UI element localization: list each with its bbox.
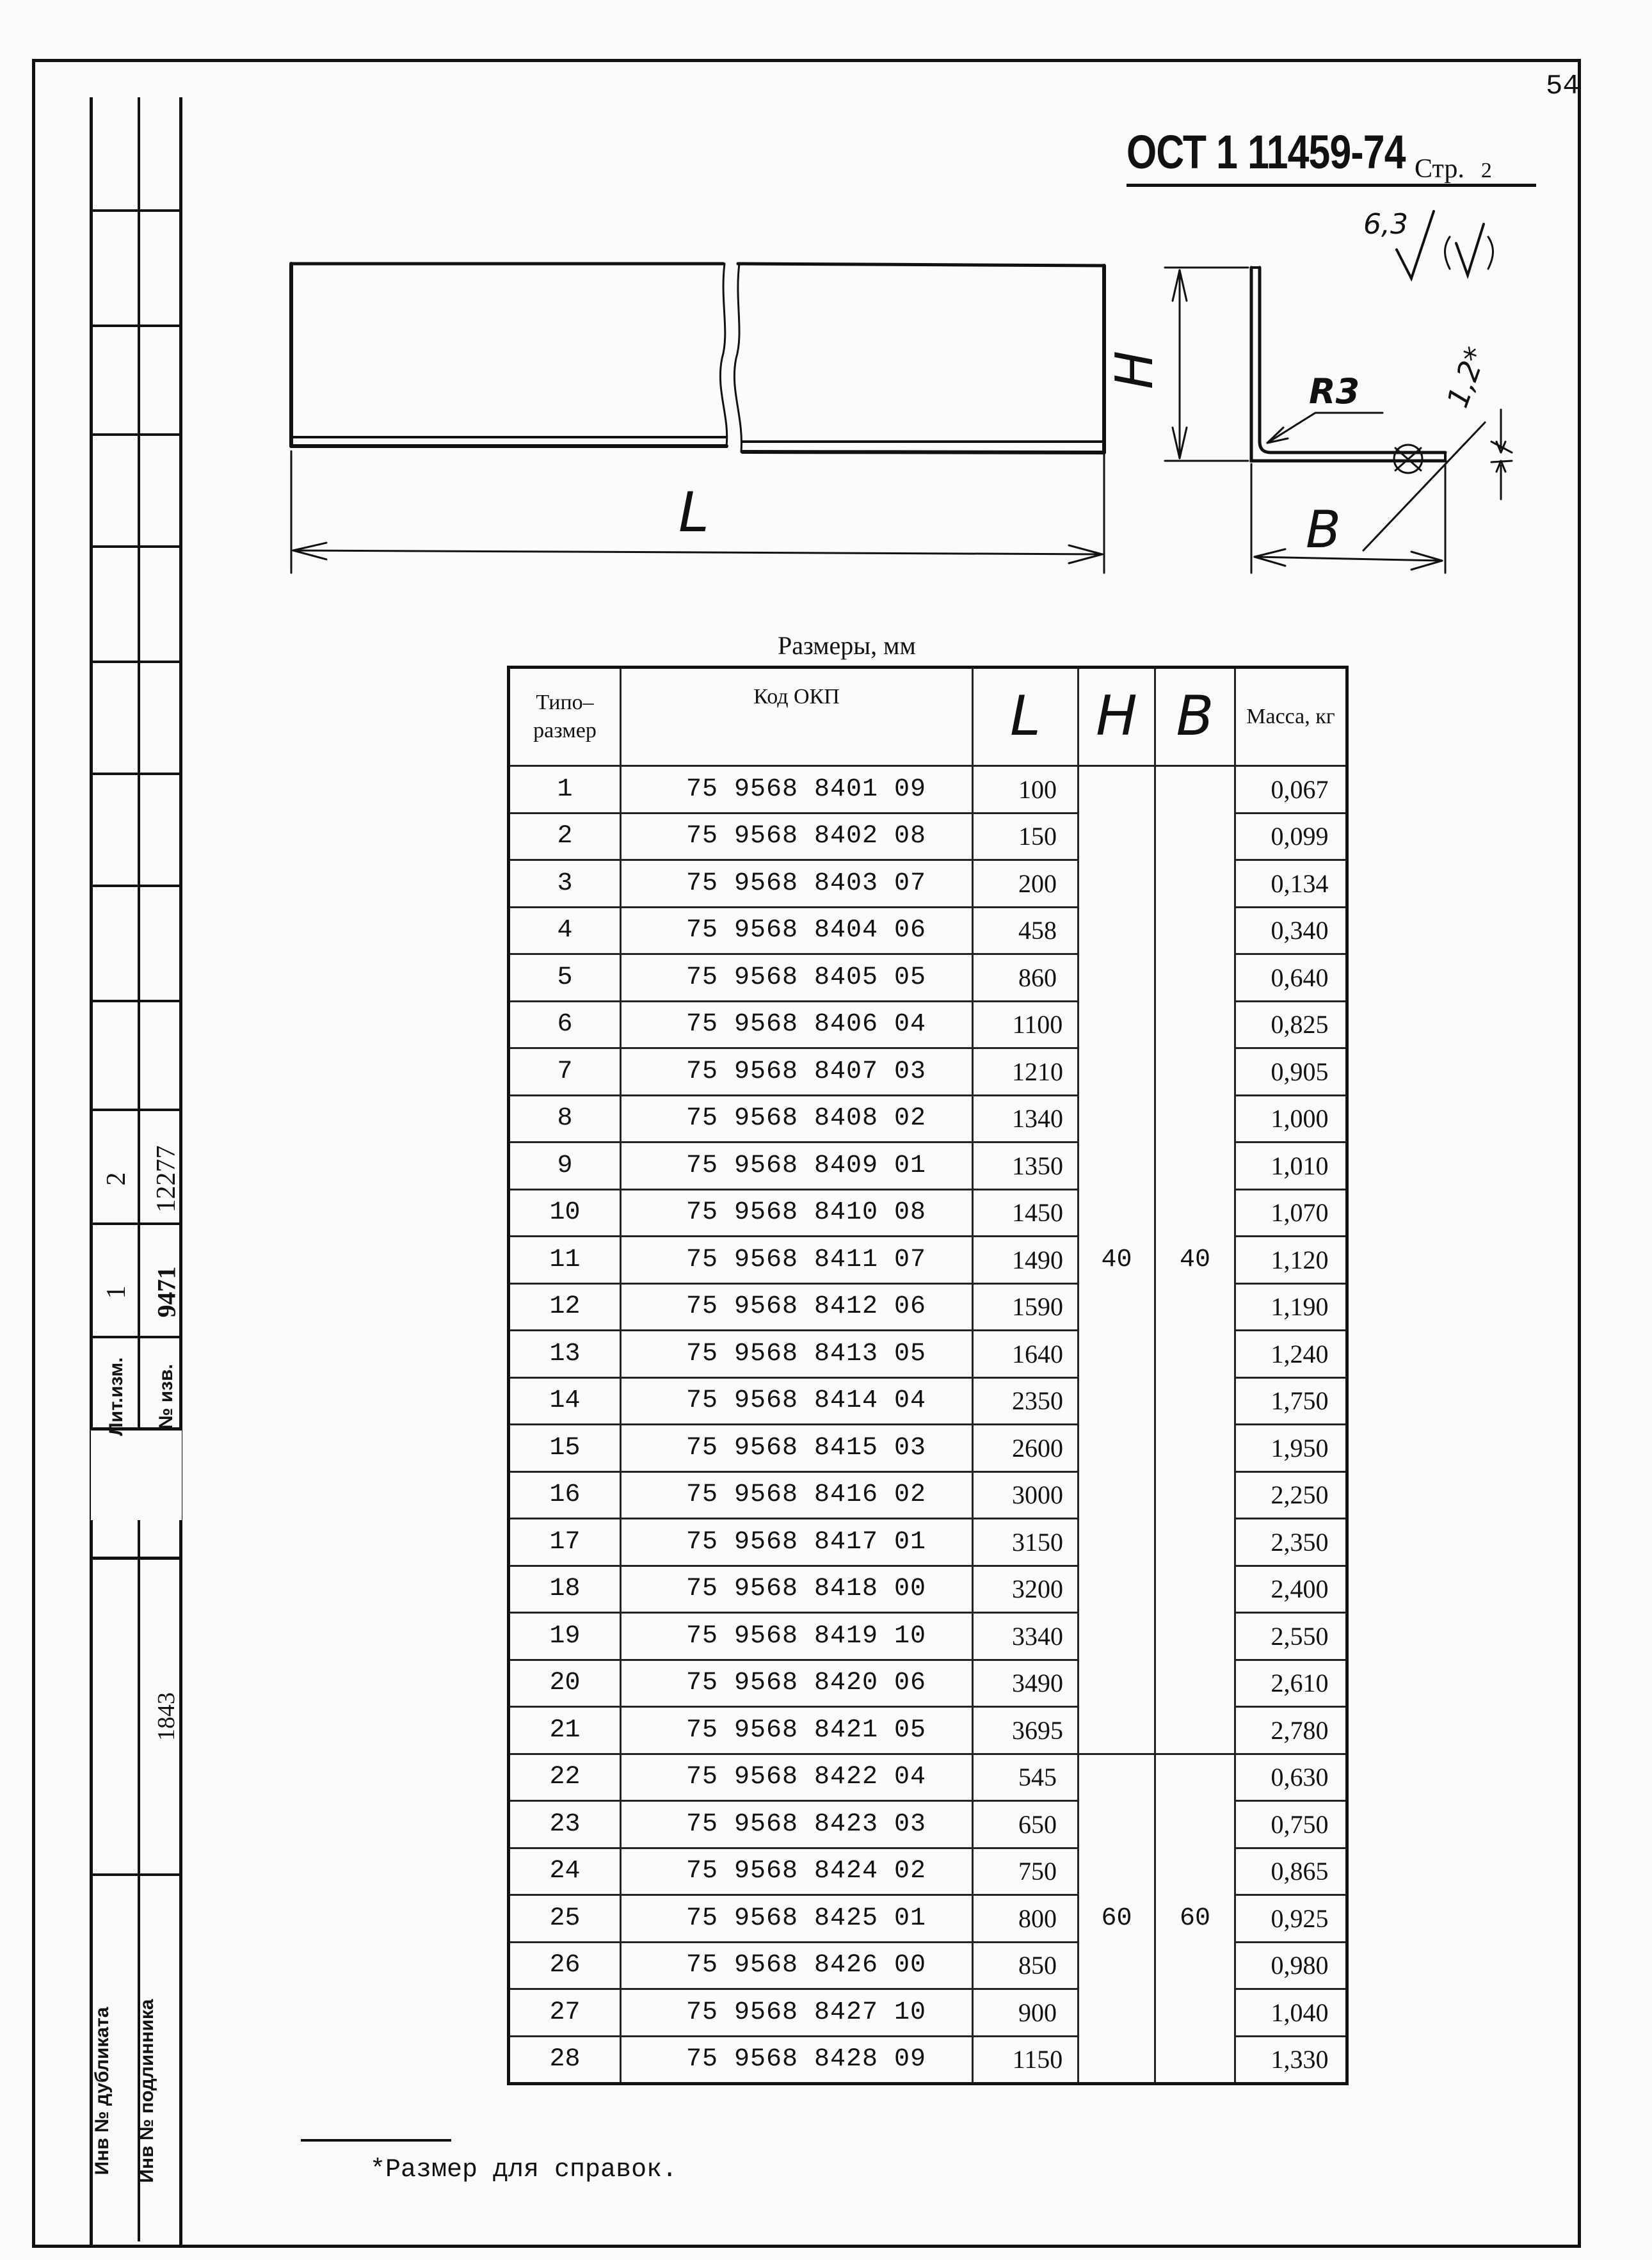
typesize-cell: 27 [509,1989,621,2037]
okp-code-cell: 75 9568 8424 02 [621,1848,973,1895]
length-cell: 1210 [973,1048,1079,1096]
mass-cell: 2,550 [1235,1613,1347,1660]
width-cell: 60 [1155,1754,1235,2084]
okp-code-cell: 75 9568 8411 07 [621,1237,973,1284]
okp-code-cell: 75 9568 8419 10 [621,1613,973,1660]
okp-code-cell: 75 9568 8415 03 [621,1425,973,1472]
okp-code-cell: 75 9568 8427 10 [621,1989,973,2037]
length-cell: 900 [973,1989,1079,2037]
typesize-cell: 21 [509,1707,621,1754]
typesize-cell: 7 [509,1048,621,1096]
mass-cell: 0,905 [1235,1048,1347,1096]
typesize-cell: 18 [509,1566,621,1613]
mass-cell: 2,780 [1235,1707,1347,1754]
mass-cell: 0,825 [1235,1001,1347,1048]
mass-cell: 2,250 [1235,1471,1347,1519]
original-inventory-label: Инв № подлинника [136,1999,157,2183]
length-cell: 150 [973,813,1079,860]
mass-cell: 1,040 [1235,1989,1347,2037]
length-cell: 850 [973,1942,1079,1989]
typesize-cell: 3 [509,860,621,908]
mass-cell: 0,640 [1235,954,1347,1002]
length-cell: 3150 [973,1519,1079,1566]
typesize-cell: 28 [509,2036,621,2084]
typesize-cell: 20 [509,1660,621,1707]
okp-code-cell: 75 9568 8404 06 [621,907,973,954]
okp-code-cell: 75 9568 8413 05 [621,1331,973,1378]
document-code: ОСТ 1 11459-74 [1127,125,1406,179]
length-cell: 1590 [973,1283,1079,1331]
okp-code-cell: 75 9568 8423 03 [621,1801,973,1848]
strip-rule [93,1000,182,1002]
table-row [509,1754,1347,1801]
length-cell: 100 [973,766,1079,813]
length-cell: 3200 [973,1566,1079,1613]
strip-rule [93,1109,182,1111]
typesize-cell: 10 [509,1189,621,1237]
length-cell: 1450 [973,1189,1079,1237]
strip-rule [93,1873,182,1876]
mass-cell: 0,630 [1235,1754,1347,1801]
typesize-cell: 23 [509,1801,621,1848]
table-caption: Размеры, мм [778,631,916,660]
height-cell: 60 [1079,1754,1155,2084]
typesize-cell: 6 [509,1001,621,1048]
dim-L-label: L [678,481,709,545]
header-L: L [973,668,1079,766]
rev2-number: 2 [102,1172,131,1186]
strip-rule [93,773,182,775]
length-cell: 1490 [973,1237,1079,1284]
length-cell: 545 [973,1754,1079,1801]
page-number: 54 [1546,70,1580,102]
mass-cell: 1,120 [1235,1237,1347,1284]
duplicate-inventory-label: Инв № дубликата [92,2007,113,2176]
dim-B-label: B [1306,500,1341,559]
typesize-cell: 14 [509,1377,621,1425]
length-cell: 458 [973,907,1079,954]
typesize-cell: 9 [509,1142,621,1190]
typesize-cell: 4 [509,907,621,954]
rev1-notice: 9471 [152,1266,181,1318]
mass-cell: 0,865 [1235,1848,1347,1895]
okp-code-cell: 75 9568 8421 05 [621,1707,973,1754]
okp-code-cell: 75 9568 8416 02 [621,1471,973,1519]
revision-label: Лит.изм. [106,1357,127,1436]
footnote-rule [301,2139,451,2142]
okp-code-cell: 75 9568 8405 05 [621,954,973,1002]
okp-code-cell: 75 9568 8417 01 [621,1519,973,1566]
typesize-cell: 13 [509,1331,621,1378]
mass-cell: 2,350 [1235,1519,1347,1566]
mass-cell: 0,067 [1235,766,1347,813]
angle-profile-drawing [0,0,1652,640]
mass-cell: 2,400 [1235,1566,1347,1613]
okp-code-cell: 75 9568 8428 09 [621,2036,973,2084]
okp-code-cell: 75 9568 8409 01 [621,1142,973,1190]
length-cell: 3340 [973,1613,1079,1660]
mass-cell: 1,000 [1235,1095,1347,1142]
mass-cell: 2,610 [1235,1660,1347,1707]
mass-cell: 1,010 [1235,1142,1347,1190]
typesize-cell: 26 [509,1942,621,1989]
typesize-cell: 12 [509,1283,621,1331]
table-header-row [509,668,1347,766]
thickness-label: 1,2* [1439,342,1494,412]
length-cell: 750 [973,1848,1079,1895]
mass-cell: 1,330 [1235,2036,1347,2084]
footnote: *Размер для справок. [370,2156,678,2184]
mass-cell: 0,134 [1235,860,1347,908]
okp-code-cell: 75 9568 8426 00 [621,1942,973,1989]
header-H: H [1079,668,1155,766]
typesize-cell: 17 [509,1519,621,1566]
width-cell: 40 [1155,766,1235,1754]
length-cell: 3695 [973,1707,1079,1754]
typesize-cell: 11 [509,1237,621,1284]
sheet-number: 2 [1480,159,1492,182]
length-cell: 1100 [973,1001,1079,1048]
mass-cell: 1,950 [1235,1425,1347,1472]
dimensions-table [507,666,1349,2085]
okp-code-cell: 75 9568 8408 02 [621,1095,973,1142]
okp-code-cell: 75 9568 8410 08 [621,1189,973,1237]
typesize-cell: 24 [509,1848,621,1895]
okp-code-cell: 75 9568 8425 01 [621,1895,973,1943]
mass-cell: 1,240 [1235,1331,1347,1378]
okp-code-cell: 75 9568 8414 04 [621,1377,973,1425]
mass-cell: 1,070 [1235,1189,1347,1237]
typesize-cell: 5 [509,954,621,1002]
rev1-number: 1 [102,1285,131,1299]
typesize-cell: 19 [509,1613,621,1660]
okp-code-cell: 75 9568 8402 08 [621,813,973,860]
length-cell: 3000 [973,1471,1079,1519]
length-cell: 800 [973,1895,1079,1943]
okp-code-cell: 75 9568 8420 06 [621,1660,973,1707]
radius-label: R3 [1309,371,1360,412]
mass-cell: 0,099 [1235,813,1347,860]
original-number: 1843 [153,1692,180,1741]
length-cell: 3490 [973,1660,1079,1707]
length-cell: 1640 [973,1331,1079,1378]
okp-code-cell: 75 9568 8407 03 [621,1048,973,1096]
okp-code-cell: 75 9568 8422 04 [621,1754,973,1801]
mass-cell: 0,340 [1235,907,1347,954]
table-body [509,766,1347,2084]
mass-cell: 1,750 [1235,1377,1347,1425]
typesize-cell: 22 [509,1754,621,1801]
okp-code-cell: 75 9568 8403 07 [621,860,973,908]
roughness-value: 6,3 [1363,208,1408,241]
okp-code-cell: 75 9568 8406 04 [621,1001,973,1048]
typesize-cell: 8 [509,1095,621,1142]
mass-cell: 1,190 [1235,1283,1347,1331]
strip-rule [93,661,182,663]
dim-H-label: H [1105,350,1164,390]
okp-code-cell: 75 9568 8401 09 [621,766,973,813]
table-row [509,766,1347,813]
mass-cell: 0,980 [1235,1942,1347,1989]
typesize-cell: 15 [509,1425,621,1472]
header-code: Код ОКП [621,668,973,766]
mass-cell: 0,925 [1235,1895,1347,1943]
header-B: B [1155,668,1235,766]
change-notice-label: № изв. [156,1364,177,1429]
mass-cell: 0,750 [1235,1801,1347,1848]
typesize-cell: 1 [509,766,621,813]
okp-code-cell: 75 9568 8412 06 [621,1283,973,1331]
typesize-cell: 16 [509,1471,621,1519]
strip-rule [93,1557,182,1560]
length-cell: 200 [973,860,1079,908]
sheet-label-text: Стр. [1415,154,1464,184]
length-cell: 1150 [973,2036,1079,2084]
length-cell: 860 [973,954,1079,1002]
okp-code-cell: 75 9568 8418 00 [621,1566,973,1613]
header-mass: Масса, кг [1235,668,1347,766]
strip-rule [93,885,182,887]
typesize-cell: 2 [509,813,621,860]
length-cell: 1350 [973,1142,1079,1190]
length-cell: 1340 [973,1095,1079,1142]
height-cell: 40 [1079,766,1155,1754]
length-cell: 2600 [973,1425,1079,1472]
header-typesize: Типо–размер [509,668,621,766]
length-cell: 650 [973,1801,1079,1848]
typesize-cell: 25 [509,1895,621,1943]
rev2-notice: 12277 [152,1145,181,1213]
length-cell: 2350 [973,1377,1079,1425]
